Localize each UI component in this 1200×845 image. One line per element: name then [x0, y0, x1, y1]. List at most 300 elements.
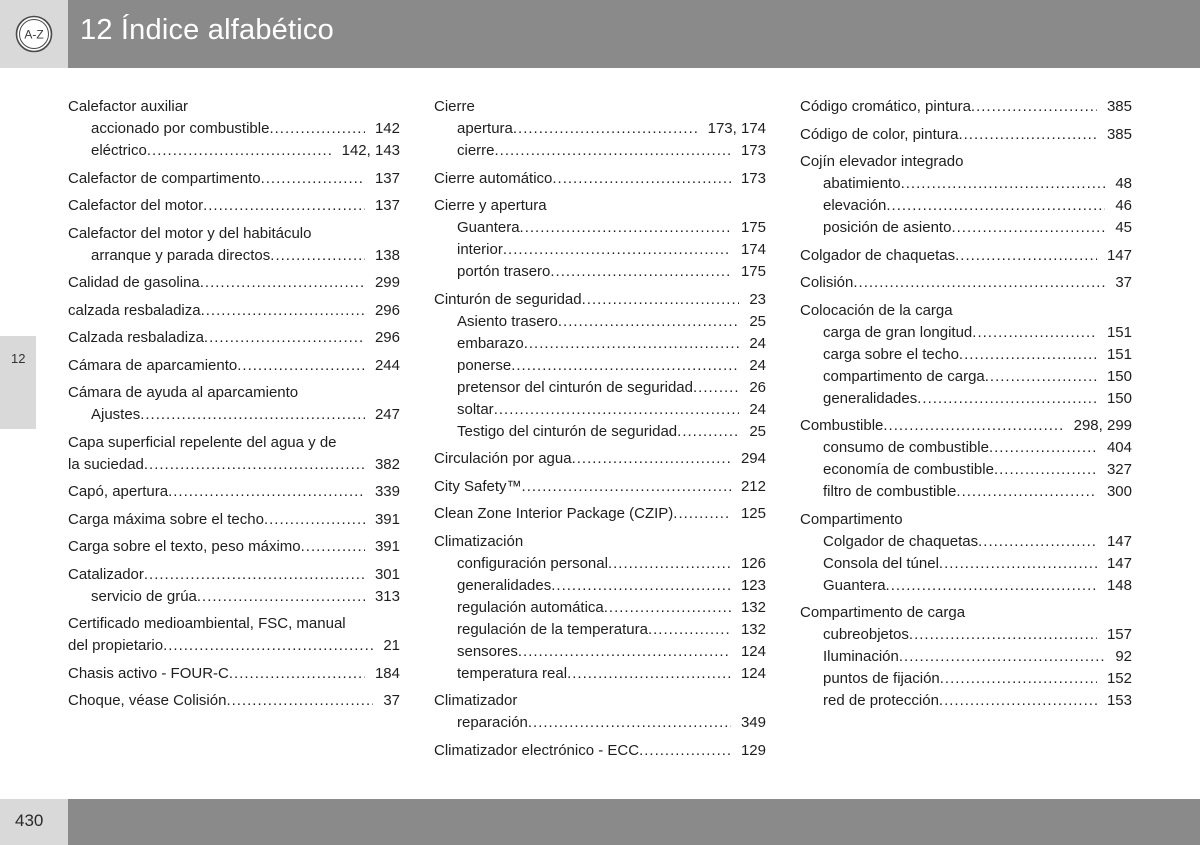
- index-subentry: [800, 322, 1132, 344]
- dot-leader: [520, 217, 731, 239]
- index-subentry-text: Guantera: [823, 576, 886, 594]
- index-heading-page: 37: [1115, 274, 1132, 291]
- index-heading: [800, 151, 1132, 173]
- index-heading-text: Cámara de ayuda al aparcamiento: [68, 384, 299, 401]
- index-heading-text: Carga máxima sobre el techo: [68, 510, 264, 528]
- index-subentry-text: consumo de combustible: [823, 439, 989, 456]
- index-subentry-text: posición de asiento: [823, 219, 952, 236]
- index-heading-text: Circulación por agua: [434, 450, 572, 467]
- index-subentry-text: sensores: [457, 642, 518, 660]
- index-subentry: [434, 663, 766, 685]
- chapter-icon-block: [0, 0, 68, 68]
- dot-leader: [909, 624, 1097, 646]
- index-subentry: [800, 553, 1132, 575]
- index-subentry-page: 24: [749, 356, 766, 374]
- dot-leader: [883, 415, 1063, 437]
- index-heading-page: 294: [740, 450, 766, 467]
- index-subentry-page: 24: [749, 334, 766, 352]
- index-heading-page: 385: [1106, 98, 1132, 115]
- index-subentry-page: 126: [740, 554, 766, 572]
- index-heading-text: Colgador de chaquetas: [800, 246, 956, 264]
- index-heading-page: 296: [374, 329, 400, 346]
- index-subentry-text: portón trasero: [457, 263, 551, 280]
- dot-leader: [200, 272, 365, 294]
- index-subentry-page: 132: [740, 598, 766, 616]
- index-subentry-text: Colgador de chaquetas: [823, 532, 979, 550]
- index-heading-page: 385: [1106, 125, 1132, 143]
- index-entry: [68, 481, 400, 503]
- index-heading: [800, 300, 1132, 322]
- index-subentry-page: 132: [740, 620, 766, 638]
- index-subentry: [434, 333, 766, 355]
- dot-leader: [197, 586, 365, 608]
- index-heading: [434, 531, 766, 553]
- dot-leader: [144, 454, 365, 476]
- index-subentry: [434, 553, 766, 575]
- index-heading-page: 125: [740, 505, 766, 522]
- index-entry: [800, 151, 1132, 239]
- dot-leader: [985, 366, 1097, 388]
- index-heading-text: Calzada resbaladiza: [68, 329, 204, 346]
- index-heading-continuation-page: 21: [383, 637, 400, 654]
- index-entry: [68, 300, 400, 322]
- index-subentry-page: 151: [1106, 345, 1132, 363]
- index-subentry-text: interior: [457, 241, 503, 258]
- index-heading-page: 23: [749, 290, 766, 308]
- dot-leader: [639, 740, 731, 762]
- index-heading-page: 184: [374, 664, 400, 682]
- index-column-1: [68, 96, 400, 718]
- index-heading: [434, 195, 766, 217]
- index-heading-page: 339: [374, 483, 400, 500]
- page-number-block: [0, 799, 68, 845]
- index-heading-page: 137: [374, 169, 400, 187]
- index-subentry: [434, 118, 766, 140]
- index-subentry-page: 150: [1106, 367, 1132, 385]
- index-subentry-page: 48: [1115, 175, 1132, 192]
- index-entry: [434, 503, 766, 525]
- dot-leader: [494, 399, 740, 421]
- index-heading-text: Chasis activo - FOUR-C: [68, 664, 229, 682]
- index-entry: [800, 272, 1132, 294]
- index-heading-text: Compartimento de carga: [800, 604, 966, 621]
- dot-leader: [513, 118, 698, 140]
- dot-leader: [140, 404, 365, 426]
- index-entry: [68, 327, 400, 349]
- index-heading-text: Catalizador: [68, 565, 144, 583]
- dot-leader: [572, 448, 731, 470]
- index-heading-text: Calefactor auxiliar: [68, 98, 189, 115]
- index-heading: [434, 448, 766, 470]
- index-entry: [68, 536, 400, 558]
- index-subentry-page: 92: [1115, 648, 1132, 665]
- dot-leader: [144, 564, 365, 586]
- dot-leader: [550, 261, 731, 283]
- dot-leader: [270, 245, 365, 267]
- index-subentry: [800, 173, 1132, 195]
- index-subentry-text: reparación: [457, 714, 528, 731]
- index-entry: [434, 96, 766, 162]
- index-subentry-page: 151: [1106, 323, 1132, 341]
- dot-leader: [503, 239, 731, 261]
- dot-leader: [495, 140, 731, 162]
- dot-leader: [229, 663, 365, 685]
- index-heading-text: Calefactor de compartimento: [68, 169, 261, 187]
- dot-leader: [978, 531, 1097, 553]
- index-heading: [800, 509, 1132, 531]
- index-subentry-page: 349: [740, 714, 766, 731]
- dot-leader: [693, 377, 739, 399]
- index-heading-text: Calefactor del motor: [68, 197, 204, 214]
- dot-leader: [582, 289, 740, 311]
- index-heading: [68, 168, 400, 190]
- dot-leader: [939, 690, 1097, 712]
- index-heading-text: Cierre y apertura: [434, 197, 547, 214]
- index-heading-text: Código de color, pintura: [800, 125, 959, 143]
- index-entry: [68, 382, 400, 426]
- index-heading-continuation-text: la suciedad: [68, 455, 144, 473]
- index-subentry-page: 174: [740, 241, 766, 258]
- index-heading: [800, 124, 1132, 146]
- index-heading: [800, 96, 1132, 118]
- index-subentry-page: 153: [1106, 692, 1132, 709]
- index-subentry-page: 175: [740, 263, 766, 280]
- index-subentry-text: configuración personal: [457, 554, 608, 572]
- index-heading: [68, 96, 400, 118]
- index-heading: [68, 509, 400, 531]
- dot-leader: [237, 355, 365, 377]
- dot-leader: [899, 646, 1105, 668]
- index-subentry-text: filtro de combustible: [823, 483, 957, 500]
- dot-leader: [939, 553, 1097, 575]
- index-subentry: [434, 377, 766, 399]
- index-entry: [68, 355, 400, 377]
- index-subentry: [434, 239, 766, 261]
- index-subentry: [68, 404, 400, 426]
- index-heading-continuation-page: 382: [374, 455, 400, 473]
- dot-leader: [940, 668, 1097, 690]
- index-subentry-text: Iluminación: [823, 648, 899, 665]
- dot-leader: [511, 355, 739, 377]
- index-subentry-text: Consola del túnel: [823, 554, 939, 572]
- dot-leader: [971, 96, 1097, 118]
- index-subentry: [68, 118, 400, 140]
- index-entry: [68, 96, 400, 162]
- index-heading-page: 37: [383, 692, 400, 709]
- index-subentry-text: carga sobre el techo: [823, 345, 959, 363]
- index-entry: [68, 564, 400, 608]
- dot-leader: [901, 173, 1106, 195]
- page-number: 430: [15, 811, 44, 830]
- index-subentry-text: regulación de la temperatura: [457, 620, 648, 638]
- index-heading: [68, 432, 400, 454]
- index-subentry: [800, 646, 1132, 668]
- index-subentry-page: 173, 174: [707, 120, 766, 137]
- index-heading: [800, 602, 1132, 624]
- index-subentry-text: abatimiento: [823, 175, 901, 192]
- index-heading-continuation: [68, 454, 400, 476]
- index-subentry: [800, 575, 1132, 597]
- index-subentry-text: servicio de grúa: [91, 587, 197, 605]
- dot-leader: [269, 118, 365, 140]
- index-heading: [68, 327, 400, 349]
- index-heading: [68, 536, 400, 558]
- index-heading-page: 298, 299: [1073, 417, 1132, 434]
- dot-leader: [226, 690, 373, 712]
- index-heading: [68, 690, 400, 712]
- index-entry: [68, 195, 400, 217]
- index-entry: [800, 602, 1132, 712]
- index-subentry-text: arranque y parada directos: [91, 246, 271, 264]
- index-entry: [800, 415, 1132, 503]
- index-heading: [68, 613, 400, 635]
- index-entry: [68, 690, 400, 712]
- index-entry: [800, 509, 1132, 597]
- index-heading: [800, 415, 1132, 437]
- index-heading-text: Carga sobre el texto, peso máximo: [68, 538, 301, 555]
- index-subentry-text: puntos de fijación: [823, 670, 940, 687]
- index-heading-text: Cámara de aparcamiento: [68, 356, 238, 374]
- index-heading-page: 299: [374, 274, 400, 291]
- index-heading-text: Capó, apertura: [68, 483, 169, 500]
- dot-leader: [204, 327, 365, 349]
- index-heading: [800, 245, 1132, 267]
- dot-leader: [994, 459, 1097, 481]
- dot-leader: [989, 437, 1097, 459]
- dot-leader: [956, 481, 1097, 503]
- index-subentry: [434, 311, 766, 333]
- index-heading-page: 296: [374, 301, 400, 319]
- index-heading-page: 173: [740, 169, 766, 187]
- index-heading: [68, 481, 400, 503]
- index-subentry-text: cierre: [457, 142, 495, 159]
- index-heading: [434, 690, 766, 712]
- index-subentry-text: Guantera: [457, 219, 520, 236]
- index-heading: [68, 300, 400, 322]
- dot-leader: [972, 322, 1097, 344]
- dot-leader: [147, 140, 332, 162]
- index-subentry: [68, 140, 400, 162]
- index-subentry-text: economía de combustible: [823, 461, 994, 478]
- index-subentry: [800, 459, 1132, 481]
- index-subentry-text: embarazo: [457, 334, 524, 352]
- index-subentry-page: 327: [1106, 461, 1132, 478]
- index-entry: [68, 223, 400, 267]
- index-heading: [68, 195, 400, 217]
- dot-leader: [917, 388, 1097, 410]
- index-entry: [434, 690, 766, 734]
- index-subentry-text: Ajustes: [91, 406, 141, 423]
- index-subentry-page: 46: [1115, 197, 1132, 214]
- dot-leader: [261, 168, 365, 190]
- index-entry: [434, 289, 766, 443]
- index-subentry: [434, 597, 766, 619]
- index-subentry-page: 150: [1106, 389, 1132, 407]
- index-entry: [434, 448, 766, 470]
- index-subentry-page: 25: [749, 422, 766, 440]
- index-heading: [68, 663, 400, 685]
- index-subentry-page: 142: [374, 120, 400, 137]
- dot-leader: [518, 641, 731, 663]
- index-subentry-text: soltar: [457, 400, 494, 418]
- index-heading-text: Colocación de la carga: [800, 301, 953, 319]
- az-index-icon: [15, 15, 53, 53]
- index-subentry: [434, 217, 766, 239]
- index-subentry-text: regulación automática: [457, 598, 604, 616]
- index-subentry-text: eléctrico: [91, 142, 147, 159]
- index-subentry-page: 157: [1106, 626, 1132, 643]
- index-entry: [68, 432, 400, 476]
- dot-leader: [673, 503, 731, 525]
- index-heading: [434, 96, 766, 118]
- index-entry: [800, 124, 1132, 146]
- index-heading-page: 212: [740, 477, 766, 495]
- svg-text:A-Z: A-Z: [24, 27, 44, 42]
- index-subentry-page: 175: [740, 219, 766, 236]
- index-heading-page: 129: [740, 741, 766, 759]
- index-heading: [434, 289, 766, 311]
- index-heading-text: Climatizador electrónico - ECC: [434, 741, 640, 759]
- index-heading: [68, 355, 400, 377]
- index-subentry-page: 25: [749, 312, 766, 330]
- page-header: [0, 0, 1200, 68]
- index-subentry-text: cubreobjetos: [823, 626, 909, 643]
- dot-leader: [886, 575, 1097, 597]
- dot-leader: [301, 536, 365, 558]
- index-subentry: [800, 624, 1132, 646]
- index-subentry-text: carga de gran longitud: [823, 323, 973, 341]
- index-subentry: [800, 195, 1132, 217]
- index-subentry-text: apertura: [457, 120, 513, 137]
- index-heading-page: 301: [374, 565, 400, 583]
- dot-leader: [201, 300, 365, 322]
- dot-leader: [522, 476, 731, 498]
- index-heading: [434, 740, 766, 762]
- index-subentry-page: 138: [374, 246, 400, 264]
- index-subentry-page: 123: [740, 576, 766, 594]
- page-title: 12 Índice alfabético: [80, 14, 334, 46]
- index-subentry: [68, 586, 400, 608]
- dot-leader: [959, 344, 1097, 366]
- index-subentry-page: 148: [1106, 576, 1132, 594]
- index-heading: [68, 382, 400, 404]
- index-heading-continuation: [68, 635, 400, 657]
- index-heading-text: Climatizador: [434, 692, 518, 709]
- index-entry: [68, 509, 400, 531]
- index-heading: [434, 168, 766, 190]
- index-subentry: [434, 641, 766, 663]
- index-entry: [68, 613, 400, 657]
- index-subentry-text: generalidades: [823, 389, 918, 407]
- index-column-2: [434, 96, 766, 767]
- index-entry: [434, 476, 766, 498]
- index-subentry: [434, 712, 766, 734]
- index-subentry: [800, 388, 1132, 410]
- dot-leader: [955, 245, 1097, 267]
- index-subentry-text: compartimento de carga: [823, 367, 985, 385]
- index-subentry: [800, 366, 1132, 388]
- dot-leader: [163, 635, 373, 657]
- index-subentry: [434, 355, 766, 377]
- index-entry: [68, 663, 400, 685]
- index-subentry-text: generalidades: [457, 576, 552, 594]
- index-heading-text: Choque, véase Colisión: [68, 692, 227, 709]
- dot-leader: [648, 619, 731, 641]
- chapter-side-tab-label: 12: [11, 351, 26, 366]
- index-subentry-page: 300: [1106, 483, 1132, 500]
- index-heading-text: Capa superficial repelente del agua y de: [68, 433, 337, 451]
- index-heading-page: 244: [374, 356, 400, 374]
- index-heading-text: Cierre: [434, 98, 475, 115]
- index-heading-text: Cinturón de seguridad: [434, 290, 582, 308]
- index-heading-text: Certificado medioambiental, FSC, manual: [68, 615, 346, 632]
- index-entry: [68, 272, 400, 294]
- dot-leader: [567, 663, 731, 685]
- index-subentry-page: 313: [374, 587, 400, 605]
- index-entry: [800, 300, 1132, 410]
- index-heading-continuation-text: del propietario: [68, 637, 164, 654]
- index-subentry-page: 147: [1106, 532, 1132, 550]
- index-subentry-page: 124: [740, 642, 766, 660]
- dot-leader: [604, 597, 731, 619]
- index-subentry: [800, 437, 1132, 459]
- index-subentry: [434, 575, 766, 597]
- page-footer: [0, 799, 1200, 845]
- index-subentry-page: 404: [1106, 439, 1132, 456]
- dot-leader: [951, 217, 1105, 239]
- dot-leader: [168, 481, 365, 503]
- index-heading-page: 391: [374, 538, 400, 555]
- index-heading: [434, 503, 766, 525]
- dot-leader: [677, 421, 739, 443]
- index-subentry-page: 142, 143: [341, 142, 400, 159]
- index-subentry-page: 124: [740, 664, 766, 682]
- index-heading-text: Código cromático, pintura: [800, 98, 971, 115]
- index-heading-text: Colisión: [800, 274, 854, 291]
- index-subentry-page: 247: [374, 406, 400, 423]
- index-subentry: [800, 217, 1132, 239]
- index-subentry-text: red de protección: [823, 692, 939, 709]
- index-entry: [434, 195, 766, 283]
- index-subentry: [800, 481, 1132, 503]
- dot-leader: [524, 333, 740, 355]
- index-heading-page: 147: [1106, 246, 1132, 264]
- index-heading-page: 391: [374, 510, 400, 528]
- index-subentry: [800, 690, 1132, 712]
- chapter-side-tab: [0, 336, 36, 429]
- index-entry: [434, 168, 766, 190]
- dot-leader: [853, 272, 1105, 294]
- index-subentry: [434, 421, 766, 443]
- index-heading-text: Clean Zone Interior Package (CZIP): [434, 505, 674, 522]
- index-subentry-page: 24: [749, 400, 766, 418]
- index-column-3: [800, 96, 1132, 718]
- index-subentry-text: temperatura real: [457, 664, 568, 682]
- index-heading-text: Compartimento: [800, 510, 903, 528]
- index-subentry: [800, 531, 1132, 553]
- index-subentry: [800, 668, 1132, 690]
- index-subentry: [800, 344, 1132, 366]
- index-subentry-page: 147: [1106, 554, 1132, 572]
- index-entry: [434, 531, 766, 685]
- index-heading: [434, 476, 766, 498]
- dot-leader: [886, 195, 1105, 217]
- dot-leader: [203, 195, 365, 217]
- index-subentry-text: accionado por combustible: [91, 120, 270, 137]
- index-heading-text: Calefactor del motor y del habitáculo: [68, 224, 312, 242]
- index-subentry: [434, 619, 766, 641]
- index-heading: [68, 223, 400, 245]
